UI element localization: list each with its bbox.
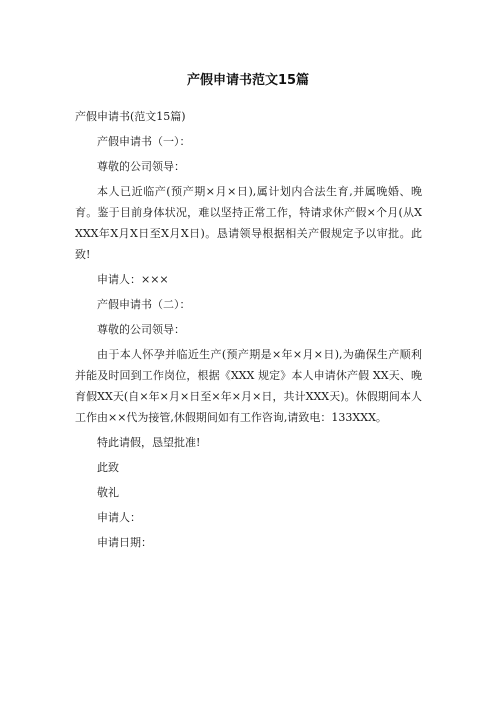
paragraph-body-2: 由于本人怀孕并临近生产(预产期是×年×月×日),为确保生产顺利并能及时回到工作岗位，根据《XXX 规定》本人申请休产假 XX天、晚育假XX天(自×年×月×日至×年×月×日，共计XXX天)。休假期间本人工作由××代为接管,休假期间如有工作咨询,请致电：133XXX。 xyxy=(75,348,422,424)
document-subtitle: 产假申请书(范文15篇) xyxy=(75,110,186,123)
paragraph-body-1: 本人已近临产(预产期×月×日),属计划内合法生育,并属晚婚、晚育。鉴于目前身体状况，难以坚持正常工作，特请求休产假×个月(从XXXX年X月X日至X月X日)。恳请领导根据相关产假规定予以审批。此致! xyxy=(75,185,422,261)
applicant-line-1: 申请人：××× xyxy=(97,273,169,286)
applicant-line-2: 申请人： xyxy=(97,511,141,524)
closing-jingli: 敬礼 xyxy=(97,486,119,499)
document-body xyxy=(75,106,422,557)
request-line: 特此请假，恳望批准! xyxy=(97,436,201,449)
section-heading-1: 产假申请书（一）： xyxy=(97,135,191,148)
document-title: 产假申请书范文15篇 xyxy=(186,73,310,88)
closing-cizhi: 此致 xyxy=(97,461,119,474)
salutation-1: 尊敬的公司领导： xyxy=(97,160,185,173)
section-heading-2: 产假申请书（二）： xyxy=(97,298,191,311)
salutation-2: 尊敬的公司领导： xyxy=(97,323,185,336)
application-date-line: 申请日期： xyxy=(97,536,152,549)
